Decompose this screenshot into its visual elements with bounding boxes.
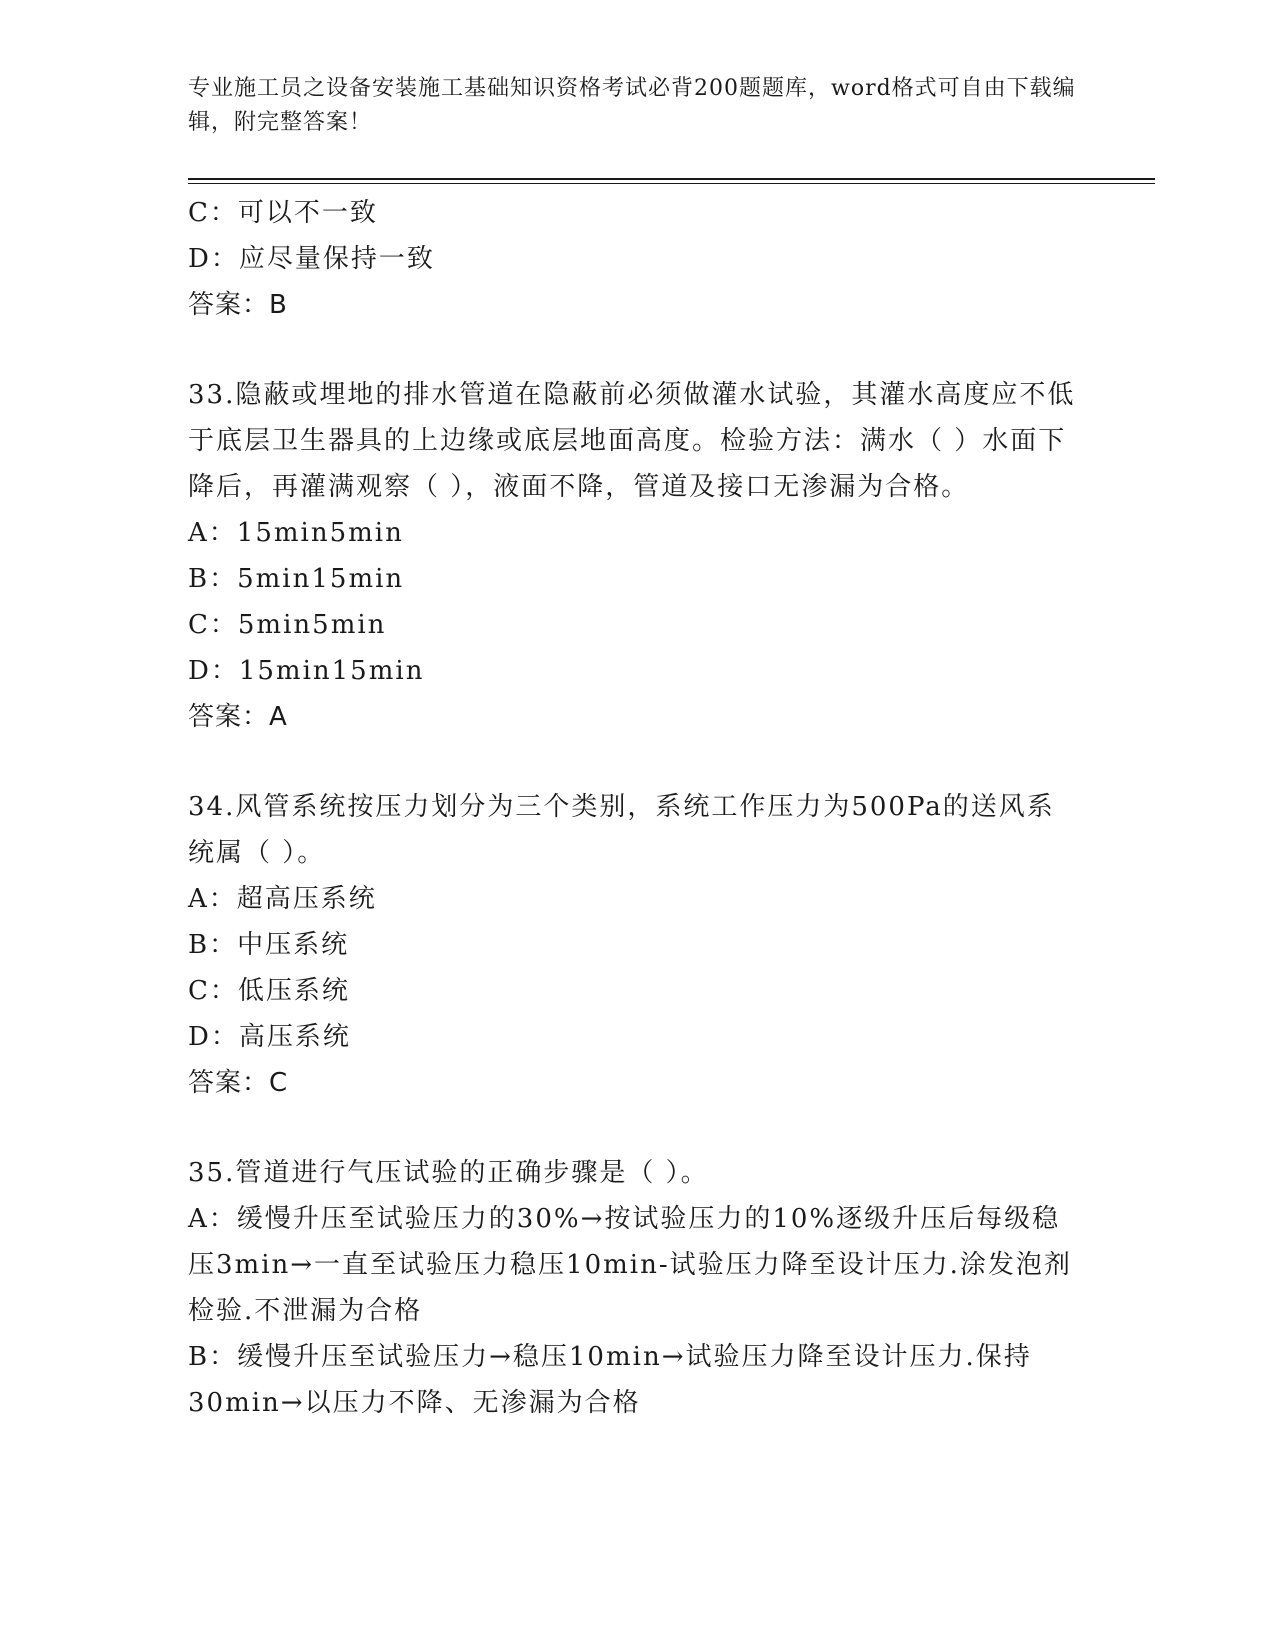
page-header: 专业施工员之设备安装施工基础知识资格考试必背200题题库，word格式可自由下载编辑，附完整答案！ [188,76,1076,135]
question-34 [188,784,1088,1106]
header-divider-thick [188,178,1155,180]
q33-option-b: B：5min15min [188,564,405,594]
q35-option-a: A：缓慢升压至试验压力的30%→按试验压力的10%逐级升压后每级稳压3min→一直至试验压力稳压10min-试验压力降至设计压力.涂发泡剂检验.不泄漏为合格 [188,1204,1072,1326]
q34-stem: 34.风管系统按压力划分为三个类别，系统工作压力为500Pa的送风系统属（ ）。 [188,792,1055,868]
q33-option-c: C：5min5min [188,610,387,640]
question-33 [188,372,1088,740]
document-body [188,190,1088,1426]
q35-option-b: B：缓慢升压至试验压力→稳压10min→试验压力降至设计压力.保持30min→以压力不降、无渗漏为合格 [188,1342,1032,1418]
spacer [188,328,1088,372]
q33-stem: 33.隐蔽或埋地的排水管道在隐蔽前必须做灌水试验，其灌水高度应不低于底层卫生器具的上边缘或底层地面高度。检验方法：满水（ ）水面下降后，再灌满观察（ ），液面不降，管道及接口无渗漏为合格。 [188,380,1076,502]
q33-option-d: D：15min15min [188,656,425,686]
q34-option-a: A：超高压系统 [188,884,377,914]
q32-option-d: D：应尽量保持一致 [188,244,435,274]
q33-option-a: A：15min5min [188,518,404,548]
spacer [188,1106,1088,1150]
q33-answer: 答案：A [188,702,288,732]
question-32 [188,190,1088,328]
spacer [188,740,1088,784]
q35-stem: 35.管道进行气压试验的正确步骤是（ ）。 [188,1158,709,1188]
q34-option-c: C：低压系统 [188,976,350,1006]
q34-option-d: D：高压系统 [188,1022,351,1052]
q34-option-b: B：中压系统 [188,930,350,960]
q34-answer: 答案：C [188,1068,289,1098]
header-divider-thin [188,183,1155,184]
q32-answer: 答案：B [188,290,288,320]
q32-option-c: C：可以不一致 [188,198,378,228]
question-35 [188,1150,1088,1426]
